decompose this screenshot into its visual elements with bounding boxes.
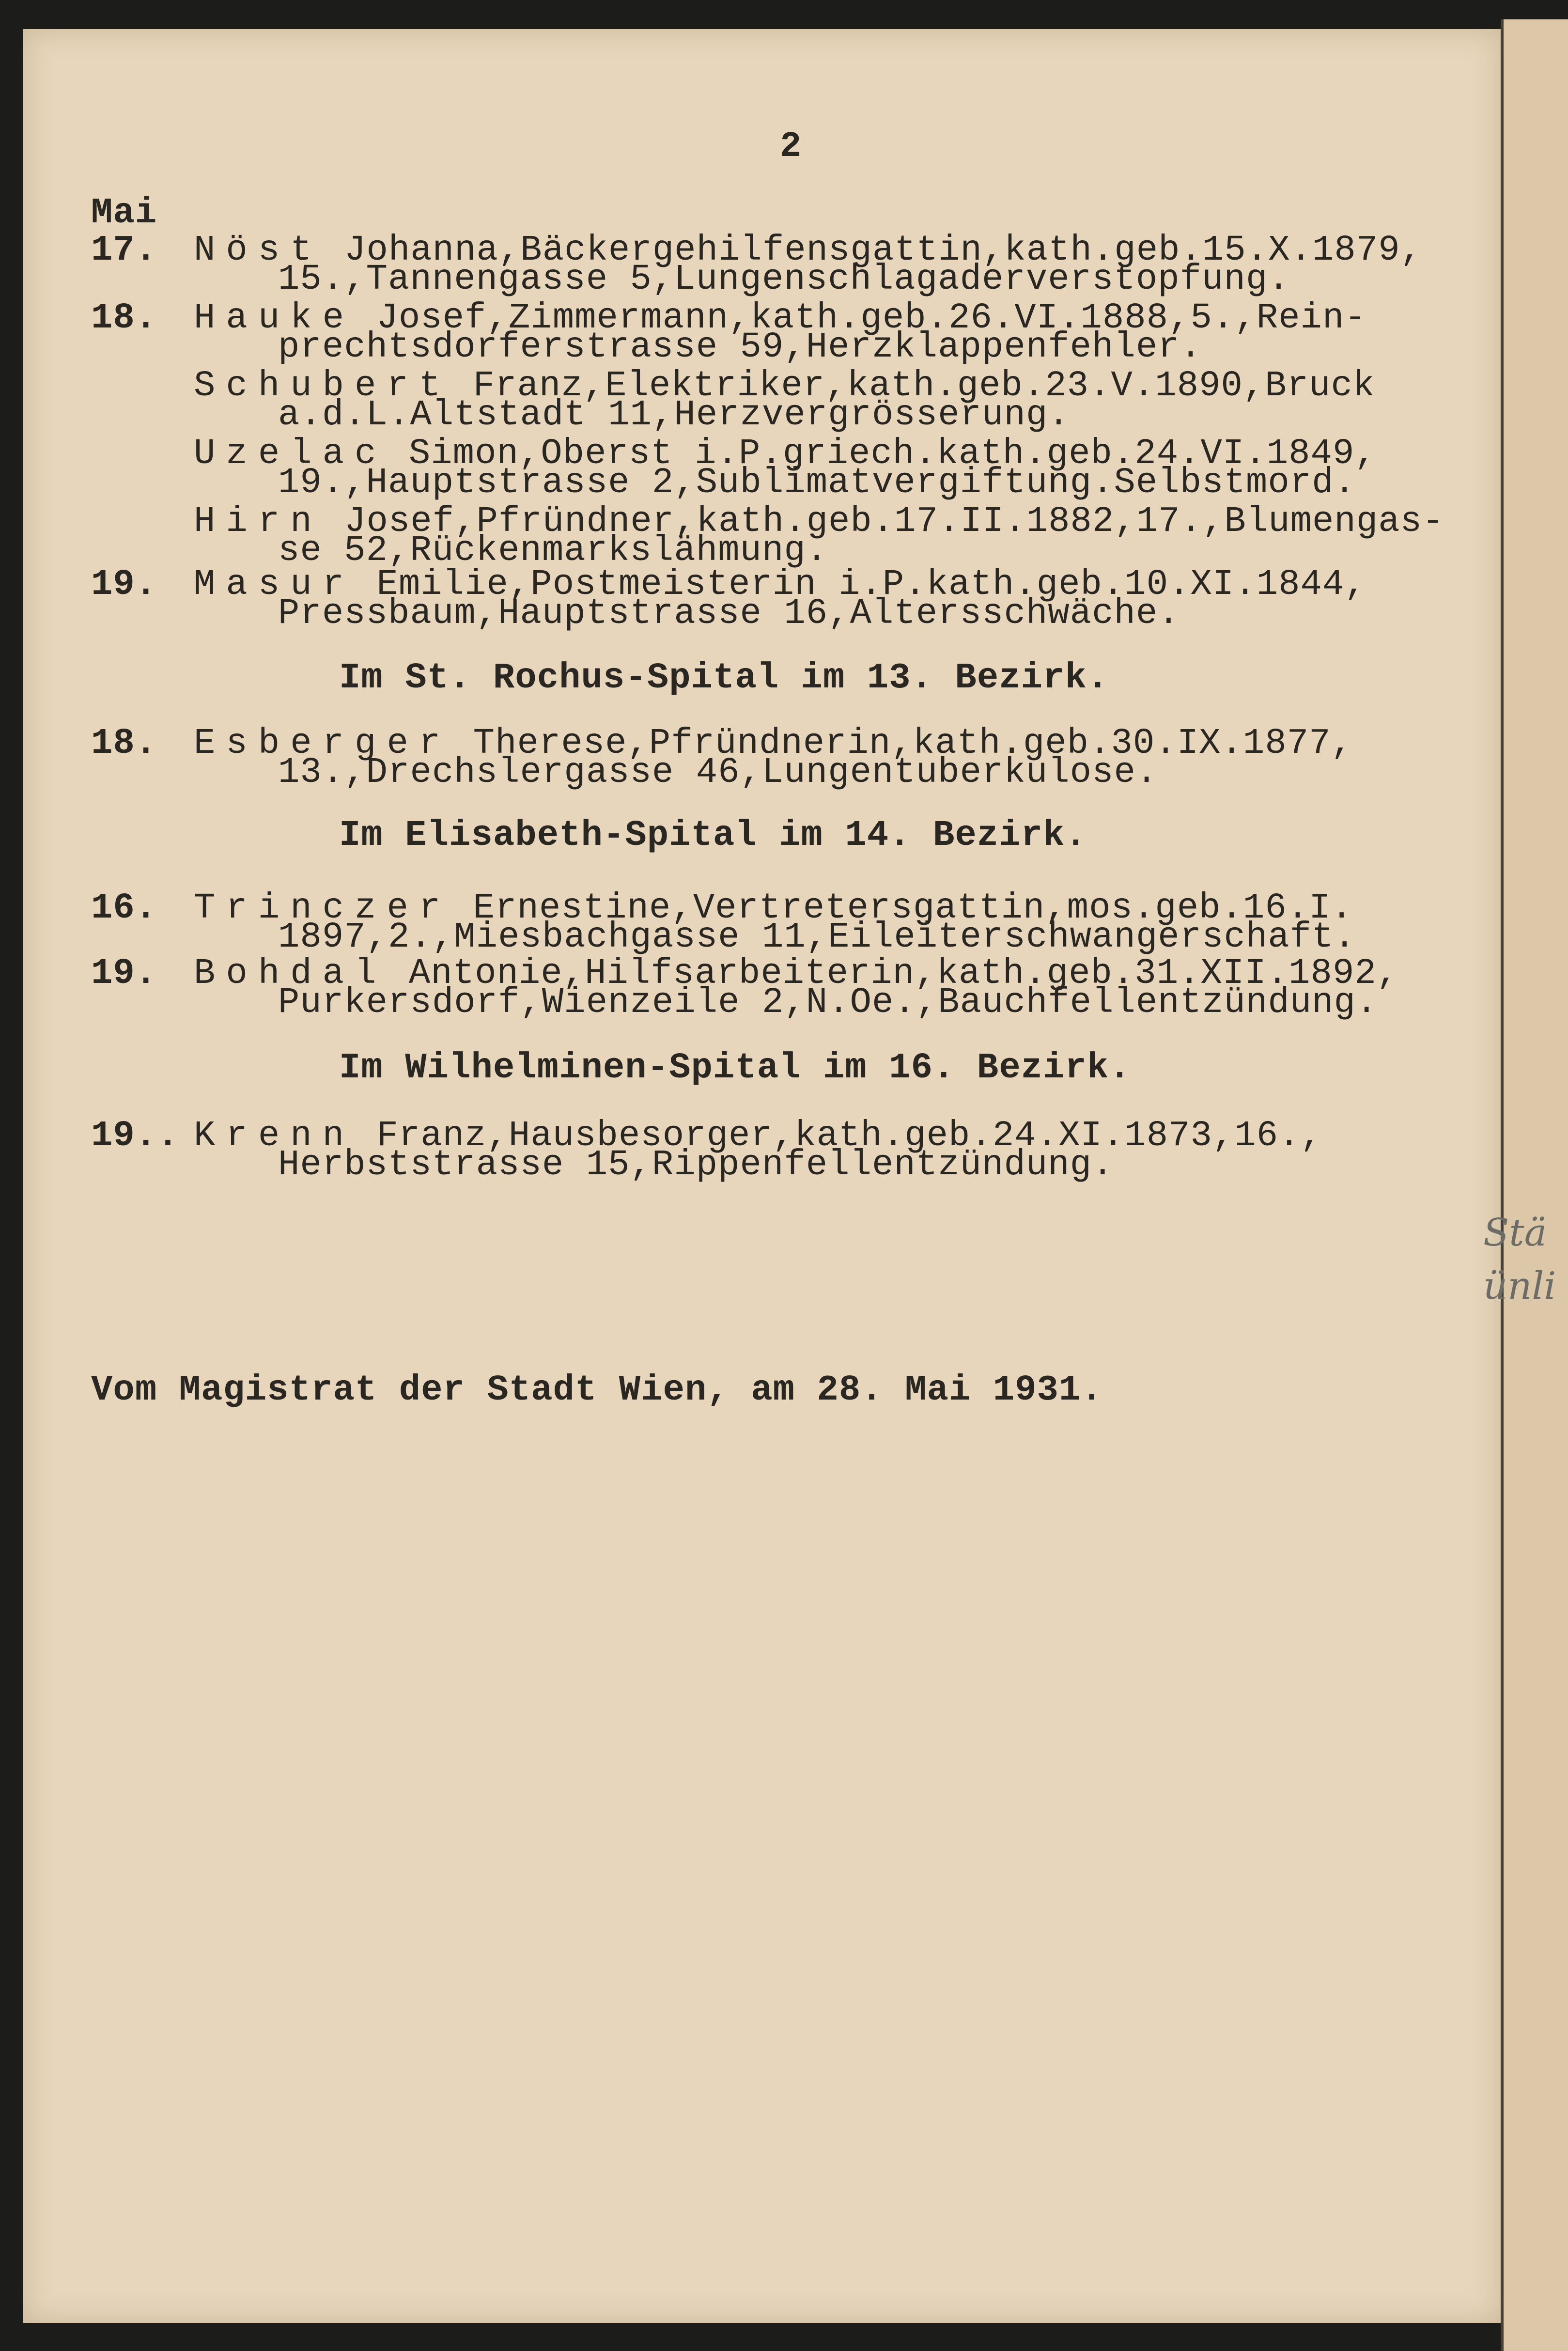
margin-handwriting: ünli xyxy=(1483,1264,1556,1308)
entry-surname: Nöst xyxy=(194,230,323,271)
entry-day: 18. xyxy=(91,723,157,764)
entry-details: Josef,Pfründner,kath.geb.17.II.1882,17.,Blumengas- xyxy=(322,501,1444,542)
entry-continuation: Purkersdorf,Wienzeile 2,N.Oe.,Bauchfellentzündung. xyxy=(278,982,1378,1023)
entry-surname: Krenn xyxy=(194,1116,355,1156)
entry-surname: Masur xyxy=(194,564,355,605)
entry-day: 19. xyxy=(91,564,157,605)
entry-continuation: Pressbaum,Hauptstrasse 16,Altersschwäche. xyxy=(278,593,1180,634)
adjacent-page-edge xyxy=(1501,19,1568,2351)
entry-details: Therese,Pfründnerin,kath.geb.30.IX.1877, xyxy=(451,723,1353,764)
closing-line: Vom Magistrat der Stadt Wien, am 28. Mai 1931. xyxy=(91,1370,1103,1411)
entry-details: Ernestine,Vertretersgattin,mos.geb.16.I. xyxy=(451,888,1353,929)
entry-details: Antonie,Hilfsarbeiterin,kath.geb.31.XII.1892, xyxy=(387,953,1399,994)
entry-surname: Schubert xyxy=(194,366,451,406)
section-heading-elisabeth: Im Elisabeth-Spital im 14. Bezirk. xyxy=(339,815,1087,856)
entry-surname: Esberger xyxy=(194,723,451,764)
entry-details: Emilie,Postmeisterin i.P.kath.geb.10.XI.1844, xyxy=(355,564,1366,605)
entry-continuation: se 52,Rückenmarkslähmung. xyxy=(278,530,828,571)
entry-surname: Hirn xyxy=(194,501,323,542)
entry-day: 19.. xyxy=(91,1116,179,1156)
entry-continuation: 1897,2.,Miesbachgasse 11,Eileiterschwangerschaft. xyxy=(278,917,1356,958)
entry-surname: Uzelac xyxy=(194,434,387,474)
entry-day: 19. xyxy=(91,953,157,994)
entry-surname: Trinczer xyxy=(194,888,451,929)
entry-details: Johanna,Bäckergehilfensgattin,kath.geb.15.X.1879, xyxy=(322,230,1423,271)
entry-continuation: prechtsdorferstrasse 59,Herzklappenfehler. xyxy=(278,327,1202,368)
entry-continuation: 15.,Tannengasse 5,Lungenschlagaderverstopfung. xyxy=(278,259,1290,300)
section-heading-wilhelminen: Im Wilhelminen-Spital im 16. Bezirk. xyxy=(339,1048,1131,1089)
entry-details: Franz,Hausbesorger,kath.geb.24.XI.1873,16., xyxy=(355,1116,1322,1156)
entry-day: 17. xyxy=(91,230,157,271)
entry-continuation: a.d.L.Altstadt 11,Herzvergrösserung. xyxy=(278,395,1070,436)
page-number: 2 xyxy=(780,126,802,167)
entry-details: Josef,Zimmermann,kath.geb.26.VI.1888,5.,Rein- xyxy=(355,298,1366,339)
entry-day: 16. xyxy=(91,888,157,929)
entry-surname: Bohdal xyxy=(194,953,387,994)
entry-day: 18. xyxy=(91,298,157,339)
entry-continuation: Herbststrasse 15,Rippenfellentzündung. xyxy=(278,1145,1114,1185)
entry-continuation: 19.,Hauptstrasse 2,Sublimatvergiftung.Selbstmord. xyxy=(278,463,1356,503)
month-label: Mai xyxy=(91,193,157,234)
entry-surname: Hauke xyxy=(194,298,355,339)
entry-continuation: 13.,Drechslergasse 46,Lungentuberkulose. xyxy=(278,752,1158,793)
margin-handwriting: Stä xyxy=(1483,1211,1547,1255)
entry-details: Simon,Oberst i.P.griech.kath.geb.24.VI.1849, xyxy=(387,434,1377,474)
entry-details: Franz,Elektriker,kath.geb.23.V.1890,Bruck xyxy=(451,366,1375,406)
section-heading-rochus: Im St. Rochus-Spital im 13. Bezirk. xyxy=(339,658,1109,699)
